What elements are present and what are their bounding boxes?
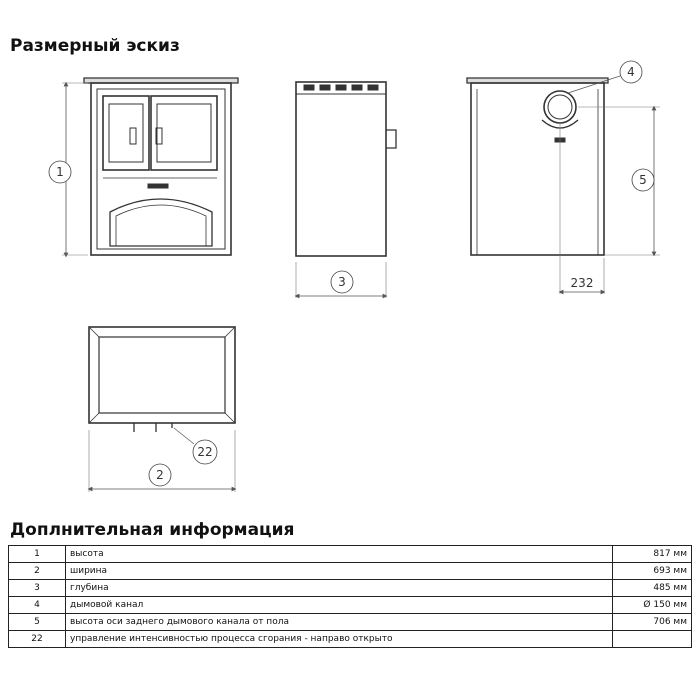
height-dimension: [49, 83, 88, 255]
flue-axis-dimension: [578, 107, 660, 255]
row-label: глубина: [66, 580, 613, 597]
control-callout: [174, 428, 217, 464]
row-number: 5: [9, 614, 66, 631]
flue-axis-callout-label: 5: [639, 173, 647, 187]
table-row: [9, 546, 692, 563]
row-label: управление интенсивностью процесса сгорания - направо открыто: [66, 631, 613, 648]
side-view: [296, 82, 396, 256]
table-row: [9, 597, 692, 614]
row-value: 693 мм: [613, 563, 692, 580]
row-number: 3: [9, 580, 66, 597]
offset-value-label: 232: [570, 276, 594, 290]
row-value: 817 мм: [613, 546, 692, 563]
row-label: ширина: [66, 563, 613, 580]
row-label: высота: [66, 546, 613, 563]
row-value: 706 мм: [613, 614, 692, 631]
width-callout-label: 2: [156, 468, 164, 482]
info-title: Доплнительная информация: [10, 520, 295, 540]
row-label: высота оси заднего дымового канала от пола: [66, 614, 613, 631]
depth-callout-label: 3: [338, 275, 346, 289]
row-value: Ø 150 мм: [613, 597, 692, 614]
info-table: [8, 545, 692, 648]
row-label: дымовой канал: [66, 597, 613, 614]
table-row: [9, 580, 692, 597]
depth-dimension: [296, 262, 386, 298]
row-number: 4: [9, 597, 66, 614]
flue-callout-label: 4: [627, 65, 635, 79]
back-view: [467, 78, 608, 255]
top-view: [89, 327, 235, 432]
table-row: [9, 631, 692, 648]
sketch-title: Размерный эскиз: [10, 36, 180, 56]
row-value: 485 мм: [613, 580, 692, 597]
row-number: 22: [9, 631, 66, 648]
table-row: [9, 614, 692, 631]
row-value: [613, 631, 692, 648]
flue-offset-dimension: [560, 123, 604, 294]
row-number: 1: [9, 546, 66, 563]
flue-callout: [568, 61, 642, 93]
dimension-sketch: [0, 60, 700, 500]
height-callout-label: 1: [56, 165, 64, 179]
table-row: [9, 563, 692, 580]
row-number: 2: [9, 563, 66, 580]
front-view: [84, 78, 238, 255]
control-callout-label: 22: [197, 445, 213, 459]
